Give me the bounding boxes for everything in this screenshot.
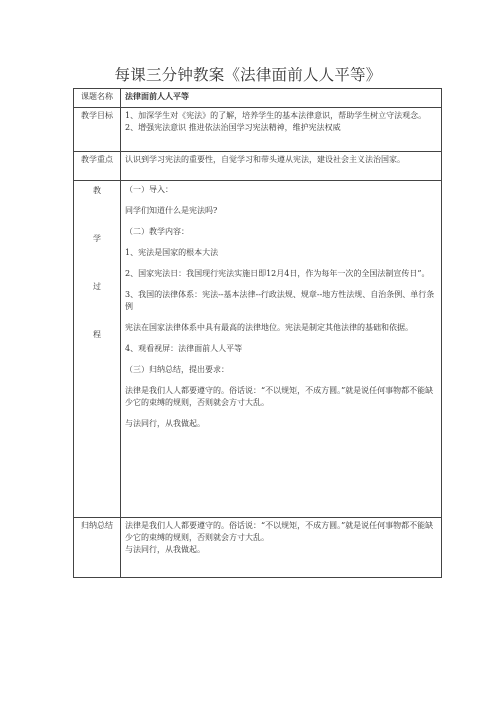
goals-content [121, 108, 442, 152]
summary-line: 与法同行，从我做起。 [125, 545, 205, 554]
process-line: （一）导入： [125, 185, 173, 194]
focus-value: 认识到学习宪法的重要性，自觉学习和带头遵从宪法，建设社会主义法治国家。 [121, 152, 442, 181]
summary-label: 归纳总结 [74, 518, 121, 578]
goal-line: 2、增强宪法意识 推进依法治国学习宪法精神，维护宪法权威 [125, 123, 341, 132]
process-label-char: 学 [93, 234, 101, 243]
process-row [74, 181, 442, 518]
process-line: 宪法在国家法律体系中具有最高的法律地位。宪法是制定其他法律的基础和依据。 [125, 323, 413, 332]
process-label-char: 教 [93, 186, 101, 195]
process-line: 4、观看视屏：法律面前人人平等 [125, 344, 243, 353]
process-line: 与法同行，从我做起。 [125, 419, 205, 428]
goals-row [74, 108, 442, 152]
process-line: 1、宪法是国家的根本大法 [125, 248, 219, 257]
process-line: 法律是我们人人都要遵守的。俗话说：“不以规矩，不成方圆。”就是说任何事物都不能缺少它的束缚的规则，否则就会方寸大乱。 [125, 386, 434, 407]
topic-label: 课题名称 [74, 89, 121, 108]
process-label-char: 程 [93, 330, 101, 339]
process-line: 2、国家宪法日：我国现行宪法实施日即12月4日，作为每年一次的全国法制宣传日”。 [125, 269, 430, 278]
topic-value: 法律面前人人平等 [121, 89, 442, 108]
lesson-plan-table [73, 88, 442, 578]
topic-row [74, 89, 442, 108]
process-line: 同学们知道什么是宪法吗? [125, 206, 218, 215]
process-label-char: 过 [93, 282, 101, 291]
process-content [121, 181, 442, 518]
process-line: 3、我国的法律体系：宪法--基本法律--行政法规、规章--地方性法规、自治条例、单行条例 [125, 290, 435, 311]
summary-line: 法律是我们人人都要遵守的。俗话说：“不以规矩，不成方圆。”就是说任何事物都不能缺少它的束缚的规则，否则就会方寸大乱。 [125, 521, 434, 542]
summary-content [121, 518, 442, 578]
document-title: 每课三分钟教案《法律面前人人平等》 [114, 66, 382, 84]
focus-row [74, 152, 442, 181]
focus-label: 教学重点 [74, 152, 121, 181]
goal-line: 1、加深学生对《宪法》的了解，培养学生的基本法律意识，帮助学生树立守法观念。 [125, 111, 427, 120]
goals-label: 教学目标 [74, 108, 121, 152]
summary-row [74, 518, 442, 578]
process-label [74, 181, 121, 518]
process-line: （二）教学内容： [125, 227, 189, 236]
process-line: （三）归纳总结，提出要求： [125, 365, 229, 374]
